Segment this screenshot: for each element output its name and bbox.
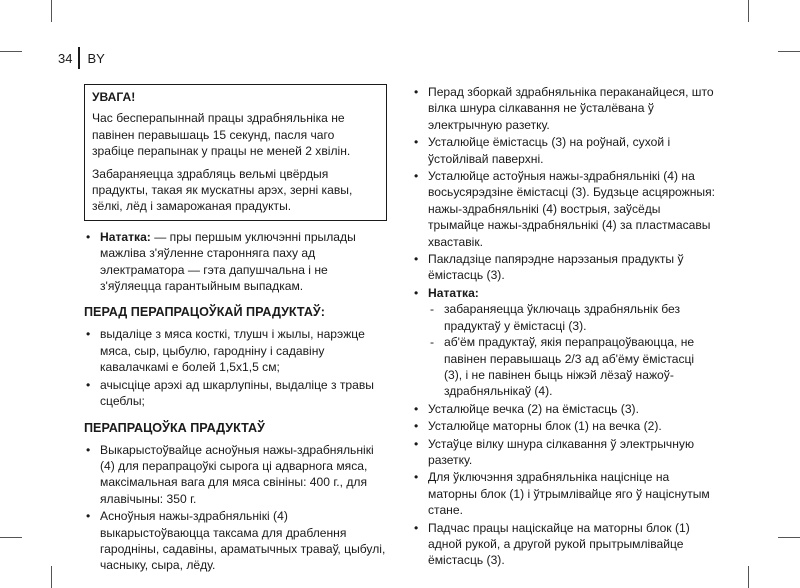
note-list (84, 229, 387, 295)
list-item: • Усталюйце вечка (2) на ёмістасць (3). (412, 401, 715, 417)
list-item: • Выкарыстоўвайце асноўныя нажы-здрабняльнікі (4) для перапрацоўкі сырога ці адварнога мяса, максімальная вага для мяса свініны: 400 г., для ялавічыны: 350 г. (84, 442, 387, 508)
list-item: • Перад зборкай здрабняльніка пераканайцеся, што вілка шнура сілкавання не ўсталёвана ў электрычную разетку. (412, 84, 715, 133)
list-item: • Асноўныя нажы-здрабняльнікі (4) выкарыстоўваюцца таксама для драблення гароднiны, садавiны, араматычных траваў, цыбулі, часныку, сыра, лёду. (84, 508, 387, 574)
note-label: Нататка: (100, 229, 151, 244)
page-header (58, 47, 105, 69)
warning-box (84, 84, 387, 221)
crop-mark (0, 51, 22, 52)
section-heading: ПЕРАПРАЦОЎКА ПРАДУКТАЎ (84, 420, 265, 435)
list-item: • ачысціце арэхі ад шкарлупіны, выдаліце з травы сцеблы; (84, 377, 387, 410)
list-item: • Усталюйце маторны блок (1) на вечка (2). (412, 418, 715, 434)
left-column (84, 84, 387, 575)
list-item: • Устаўце вілку шнура сілкавання ў электрычную разетку. (412, 436, 715, 469)
crop-mark (748, 566, 749, 588)
note-text: — пры першым уключэнні прылады мажліва з'яўленне старонняга паху ад электраматора — гэта дапушчальна і не з'яўляецца гарантыйным выпадкам. (100, 229, 356, 294)
right-column (412, 84, 715, 570)
warning-paragraph: Час бесперапыннай працы здрабняльніка не павінен перавышаць 15 секунд, пасля чаго зрабіце перапынак у працы не меней 2 хвілін. (92, 111, 351, 159)
warning-paragraph: Забараняецца здрабляць вельмі цвёрдыя прадукты, такая як мускатны арэх, зерні кавы, зёлкі, лёд і замарожаная прадукты. (92, 166, 353, 214)
crop-mark (778, 537, 800, 538)
warning-title: УВАГА! (92, 90, 136, 104)
header-divider (78, 47, 80, 69)
list-item: • выдаліце з мяса косткі, тлушч і жылы, нарэжце мяса, сыр, цыбулю, гароднiну і садавіну кавалачкамі е болей 1,5х1,5 см; (84, 326, 387, 375)
list-item: • Пакладзіце папярэдне нарэзаныя прадукты ў ёмістасць (3). (412, 251, 715, 284)
note-label: Нататка: (428, 285, 479, 300)
crop-mark (778, 51, 800, 52)
page-number: 34 (58, 50, 73, 66)
list-item: • Усталюйце ёмістасць (3) на роўнай, сухой і ўстойлівай паверхні. (412, 134, 715, 167)
note-item (84, 229, 387, 295)
note-sublist (428, 301, 715, 399)
sublist-item: - забараняецца ўключаць здрабняльнік без прадуктаў у ёмістасці (3). (428, 301, 715, 334)
crop-mark (51, 0, 52, 22)
crop-mark (0, 537, 22, 538)
list-item: • Усталюйце астоўныя нажы-здрабняльнікі (4) на восьусярэдзіне ёмістасці (3). Будзьце асцярожныя: нажы-здрабняльнікі (4) вострыя, заўсёды трымайце нажы-здрабняльнікі (4) за пластмасавы хваставік. (412, 168, 715, 250)
section-heading: ПЕРАД ПЕРАПРАЦОЎКАЙ ПРАДУКТАЎ: (84, 305, 325, 320)
sublist-item: - аб'ём прадуктаў, якія перапрацоўваюцца, не павінен перавышаць 2/3 ад аб'ёму ёмістасці (3), і не павінен быць ніжэй лёзаў нажоў-здрабняльнікаў (4). (428, 334, 715, 400)
list-item: • Для ўключэння здрабняльніка націсніце на маторны блок (1) і ўтрымлівайце яго ў націснутым стане. (412, 469, 715, 518)
assembly-list (412, 84, 715, 569)
crop-mark (51, 566, 52, 588)
note-item (412, 285, 715, 400)
prep-list (84, 326, 387, 409)
language-code: BY (87, 50, 105, 66)
processing-list (84, 442, 387, 574)
crop-mark (748, 0, 749, 22)
list-item: • Падчас працы націскайце на маторны блок (1) адной рукой, а другой рукой прытрымлівайце ёмістасць (3). (412, 520, 715, 569)
